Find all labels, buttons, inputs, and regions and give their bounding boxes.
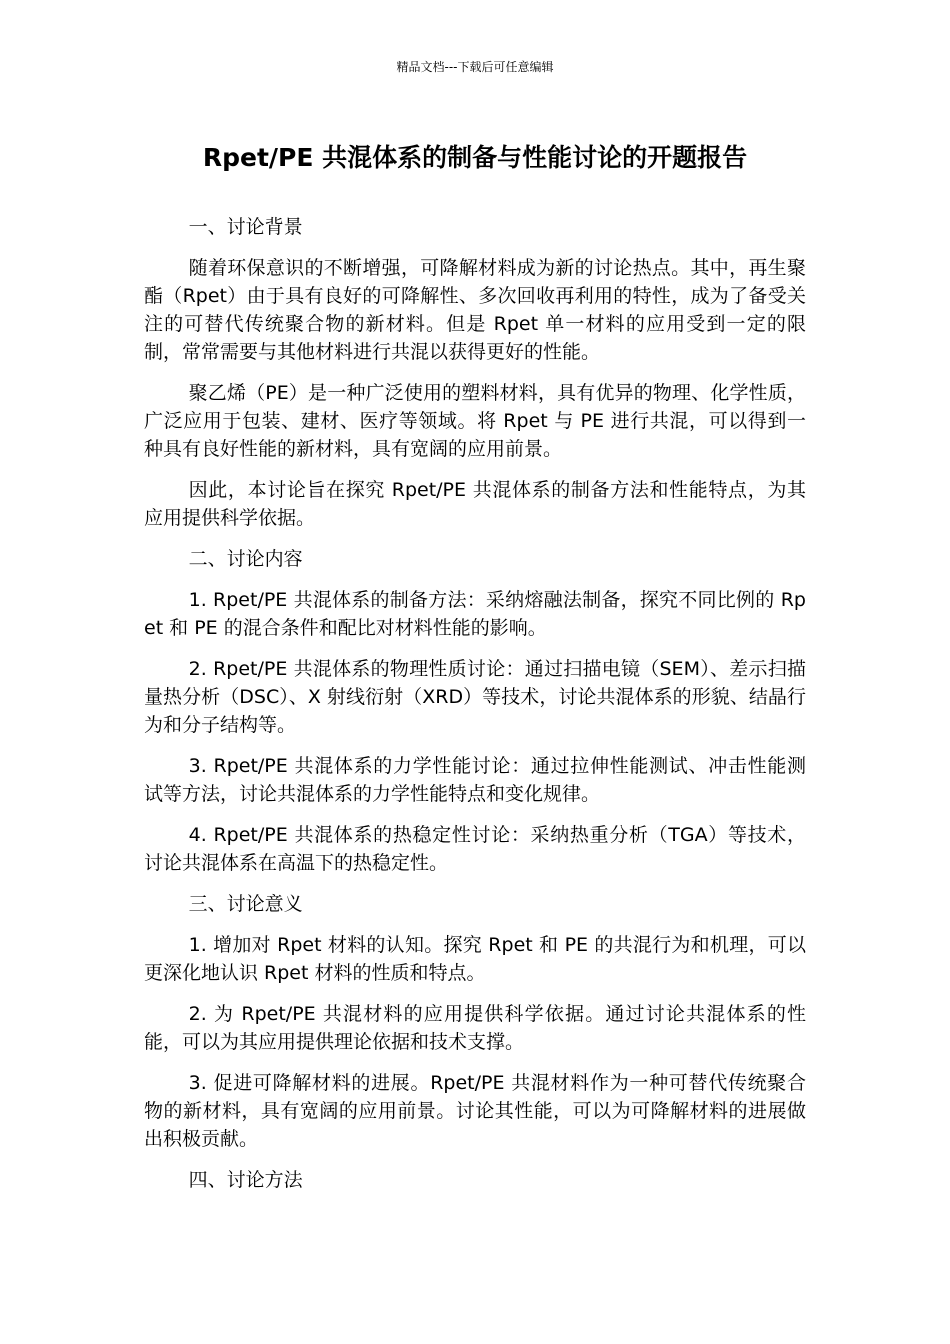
body-paragraph: 因此，本讨论旨在探究 Rpet/PE 共混体系的制备方法和性能特点，为其应用提供科学依据。 [144, 479, 806, 529]
section-heading: 一、讨论背景 [188, 216, 303, 238]
body-paragraph: 2. 为 Rpet/PE 共混材料的应用提供科学依据。通过讨论共混体系的性能，可以为其应用提供理论依据和技术支撑。 [144, 1003, 806, 1053]
section-heading: 二、讨论内容 [188, 548, 303, 570]
document-title: Rpet/PE 共混体系的制备与性能讨论的开题报告 [202, 143, 748, 172]
section-heading: 四、讨论方法 [188, 1169, 303, 1191]
body-paragraph: 4. Rpet/PE 共混体系的热稳定性讨论：采纳热重分析（TGA）等技术，讨论共混体系在高温下的热稳定性。 [144, 824, 806, 874]
body-paragraph: 随着环保意识的不断增强，可降解材料成为新的讨论热点。其中，再生聚酯（Rpet）由于具有良好的可降解性、多次回收再利用的特性，成为了备受关注的可替代传统聚合物的新材料。但是 Rpet 单一材料的应用受到一定的限制，常常需要与其他材料进行共混以获得更好的性能。 [144, 257, 806, 363]
header-note: 精品文档---下载后可任意编辑 [396, 60, 554, 74]
body-paragraph: 1. 增加对 Rpet 材料的认知。探究 Rpet 和 PE 的共混行为和机理，可以更深化地认识 Rpet 材料的性质和特点。 [144, 934, 806, 984]
body-paragraph: 3. Rpet/PE 共混体系的力学性能讨论：通过拉伸性能测试、冲击性能测试等方法，讨论共混体系的力学性能特点和变化规律。 [144, 755, 806, 805]
body-paragraph: 3. 促进可降解材料的进展。Rpet/PE 共混材料作为一种可替代传统聚合物的新材料，具有宽阔的应用前景。讨论其性能，可以为可降解材料的进展做出积极贡献。 [144, 1072, 806, 1150]
body-paragraph: 1. Rpet/PE 共混体系的制备方法：采纳熔融法制备，探究不同比例的 Rpet 和 PE 的混合条件和配比对材料性能的影响。 [144, 589, 806, 639]
body-paragraph: 聚乙烯（PE）是一种广泛使用的塑料材料，具有优异的物理、化学性质，广泛应用于包装、建材、医疗等领域。将 Rpet 与 PE 进行共混，可以得到一种具有良好性能的新材料，具有宽阔的应用前景。 [144, 382, 806, 460]
section-heading: 三、讨论意义 [188, 893, 303, 915]
body-paragraph: 2. Rpet/PE 共混体系的物理性质讨论：通过扫描电镜（SEM）、差示扫描量热分析（DSC）、X 射线衍射（XRD）等技术，讨论共混体系的形貌、结晶行为和分子结构等。 [144, 658, 806, 736]
document-body [144, 213, 806, 1207]
